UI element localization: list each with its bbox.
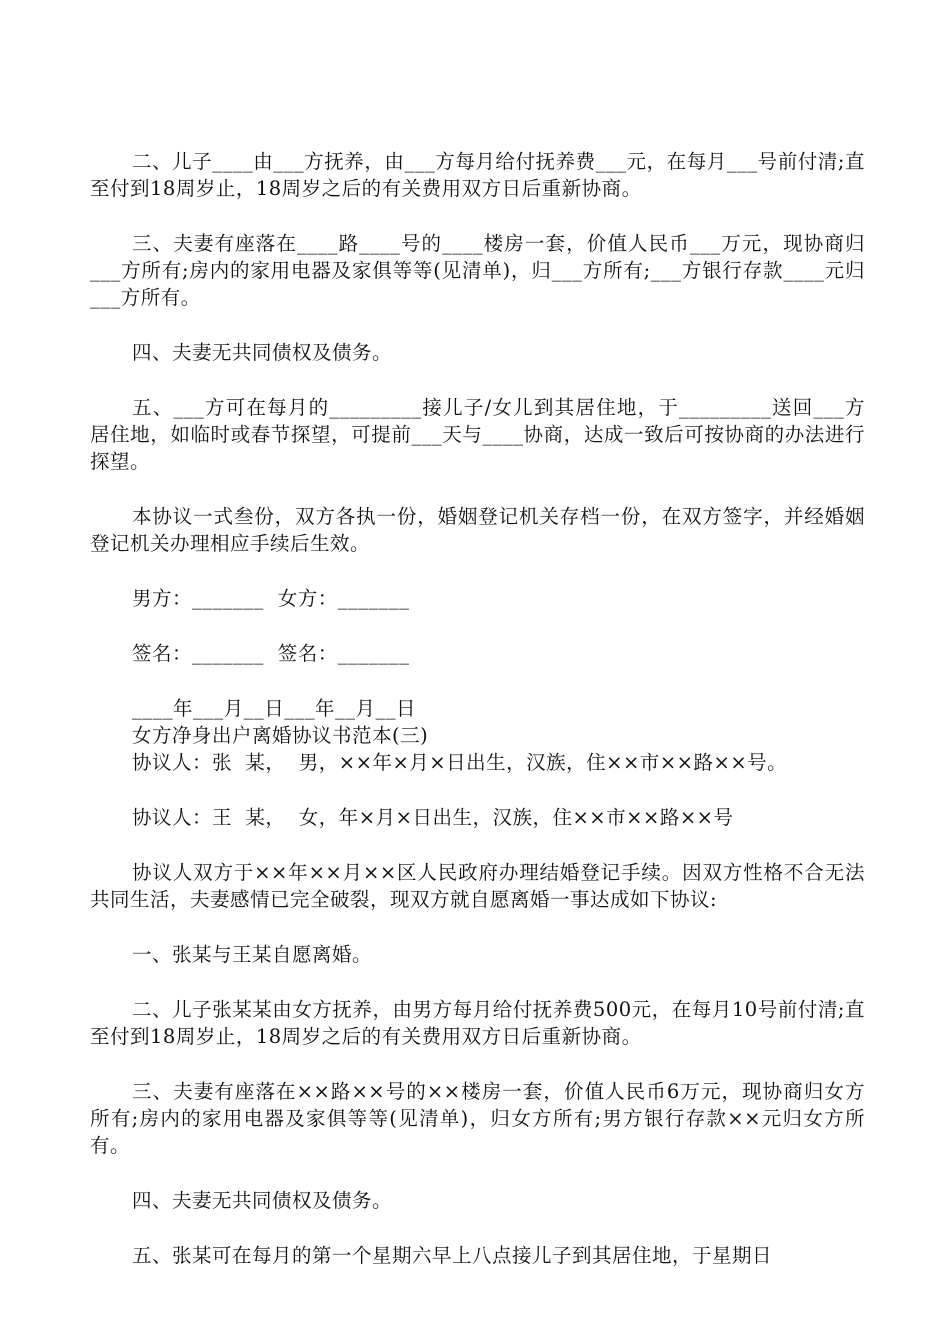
- clause-2-child-custody: 二、儿子张某某由女方抚养，由男方每月给付抚养费500元，在每月10号前付清;直至付到18周岁止，18周岁之后的有关费用双方日后重新协商。: [90, 998, 865, 1048]
- agreement-preamble: 协议人双方于××年××月××区人民政府办理结婚登记手续。因双方性格不合无法共同生活，夫妻感情已完全破裂，现双方就自愿离婚一事达成如下协议:: [90, 861, 865, 911]
- signature-label-2: 签名：_______: [277, 642, 410, 665]
- party-1-info: 协议人：张 某， 男，××年×月×日出生，汉族，住××市××路××号。: [132, 751, 788, 774]
- signature-label-1: 签名：_______: [132, 642, 264, 665]
- document-page: [90, 148, 865, 1269]
- clause-4-debts: 四、夫妻无共同债权及债务。: [132, 1189, 393, 1212]
- party-names-row: [90, 585, 865, 612]
- clause-1-divorce: 一、张某与王某自愿离婚。: [132, 943, 373, 966]
- clause-visitation-template: 五、___方可在每月的_________接儿子/女儿到其居住地，于_________送回___方居住地，如临时或春节探望，可提前___天与____协商，达成一致后可按协商的办法进行探望。: [90, 396, 865, 473]
- female-party-label: 女方：_______: [277, 587, 410, 610]
- clause-3-property: 三、夫妻有座落在××路××号的××楼房一套，价值人民币6万元，现协商归女方所有;房内的家用电器及家俱等等(见清单)，归女方所有;男方银行存款××元归女方所有。: [90, 1080, 865, 1157]
- male-party-label: 男方：_______: [132, 587, 264, 610]
- clause-effectiveness: 本协议一式叁份，双方各执一份，婚姻登记机关存档一份，在双方签字，并经婚姻登记机关办理相应手续后生效。: [90, 505, 865, 555]
- clause-debts-template: 四、夫妻无共同债权及债务。: [132, 341, 393, 364]
- date-line: ____年___月__日___年__月__日: [132, 697, 417, 720]
- signature-row: [90, 640, 865, 667]
- clause-property-template: 三、夫妻有座落在____路____号的____楼房一套，价值人民币___万元，现协商归___方所有;房内的家用电器及家俱等等(见清单)，归___方所有;___方银行存款____元归___方所有。: [90, 232, 865, 309]
- clause-5-visitation: 五、张某可在每月的第一个星期六早上八点接儿子到其居住地，于星期日: [132, 1244, 773, 1267]
- clause-child-custody-template: 二、儿子____由___方抚养，由___方每月给付抚养费___元，在每月___号前付清;直至付到18周岁止，18周岁之后的有关费用双方日后重新协商。: [90, 150, 865, 200]
- section-title: 女方净身出户离婚协议书范本(三): [132, 724, 429, 747]
- party-2-info: 协议人：王 某， 女，年×月×日出生，汉族，住××市××路××号: [132, 806, 734, 829]
